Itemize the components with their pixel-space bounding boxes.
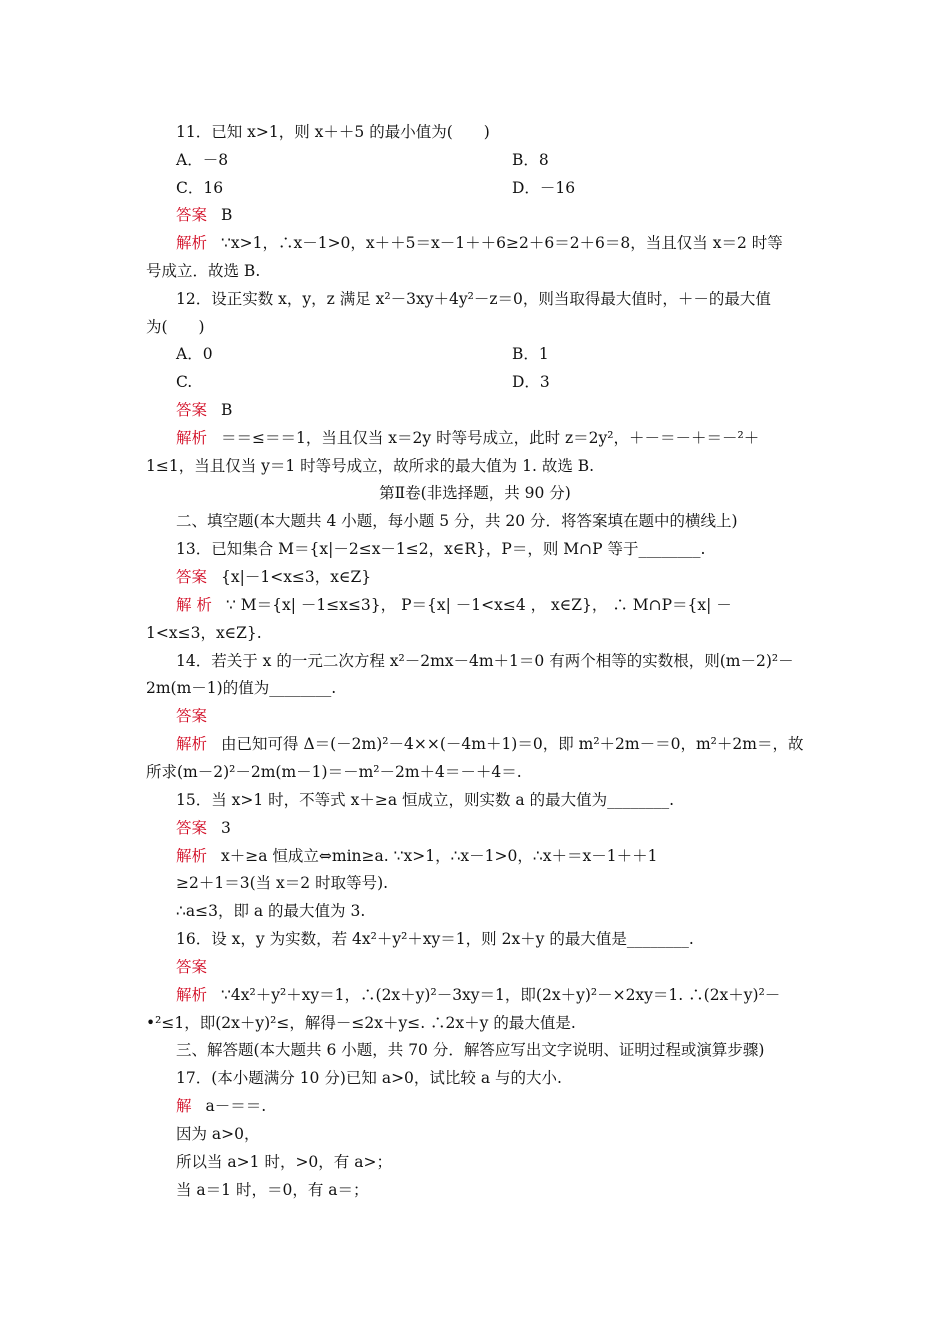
analysis-label: 解析 [176, 429, 208, 447]
analysis-label: 解 析 [176, 596, 212, 614]
answer-label: 答案 [176, 401, 208, 419]
answer-label: 答案 [176, 958, 208, 976]
analysis-text: ∵4x²＋y²＋xy＝1，∴(2x＋y)²－3xy＝1，即(2x＋y)²－×2xy＝1. ∴(2x＋y)²－ [221, 986, 781, 1004]
answer-label: 答案 [176, 707, 208, 725]
answer-line [176, 817, 231, 839]
question-15: 15．当 x>1 时，不等式 x＋≥a 恒成立，则实数 a 的最大值为________. [176, 791, 675, 809]
solution-text: a－＝＝. [205, 1097, 267, 1115]
analysis-line [176, 733, 803, 755]
solution-line [176, 1095, 266, 1117]
analysis-text: 由已知可得 Δ＝(－2m)²－4××(－4m＋1)＝0，即 m²＋2m－＝0，m²＋2m＝，故 [221, 735, 804, 753]
text-line: 所求(m－2)²－2m(m－1)＝－m²－2m＋4＝－＋4＝. [146, 763, 522, 781]
question-11: 11．已知 x>1，则 x＋＋5 的最小值为( ) [176, 123, 490, 141]
section-title: 三、解答题(本大题共 6 小题，共 70 分．解答应写出文字说明、证明过程或演算步骤) [176, 1041, 765, 1059]
text-line: 1<x≤3，x∈Z}. [146, 624, 262, 642]
text-line: 当 a＝1 时，＝0，有 a＝； [176, 1181, 369, 1199]
text-line: ≥2＋1＝3(当 x＝2 时取等号). [176, 874, 389, 892]
answer-line [176, 399, 232, 421]
section-heading: 第Ⅱ卷(非选择题，共 90 分) [379, 484, 571, 502]
option-c: C．16 [176, 179, 224, 197]
option-b: B．8 [512, 151, 549, 169]
solution-label: 解 [176, 1097, 192, 1115]
answer-text: B [221, 401, 233, 419]
question-13: 13．已知集合 M＝{x|－2≤x－1≤2，x∈R}，P＝，则 M∩P 等于________. [176, 540, 706, 558]
question-16: 16．设 x，y 为实数，若 4x²＋y²＋xy＝1，则 2x＋y 的最大值是________. [176, 930, 694, 948]
analysis-text: ＝＝≤＝＝1，当且仅当 x＝2y 时等号成立，此时 z＝2y²，＋－＝－＋＝－²＋ [221, 429, 760, 447]
answer-text: 3 [221, 819, 231, 837]
question-14: 14．若关于 x 的一元二次方程 x²－2mx－4m＋1＝0 有两个相等的实数根，则(m－2)²－ [176, 652, 794, 670]
option-d: D．－16 [512, 179, 576, 197]
text-line: 为( ) [146, 318, 205, 336]
answer-line [176, 705, 221, 727]
analysis-text: x＋≥a 恒成立⇔min≥a. ∵x>1，∴x－1>0，∴x＋＝x－1＋＋1 [221, 847, 658, 865]
option-b: B．1 [512, 345, 549, 363]
answer-text: B [221, 206, 233, 224]
text-line: 号成立．故选 B. [146, 262, 261, 280]
text-line: 1≤1，当且仅当 y＝1 时等号成立，故所求的最大值为 1. 故选 B. [146, 457, 595, 475]
analysis-label: 解析 [176, 847, 208, 865]
text-line: 所以当 a>1 时，>0，有 a>； [176, 1153, 392, 1171]
analysis-line [176, 594, 732, 616]
answer-label: 答案 [176, 206, 208, 224]
option-a: A．0 [176, 345, 213, 363]
option-a: A．－8 [176, 151, 229, 169]
analysis-text: ∵ M＝{x| －1≤x≤3}， P＝{x| －1<x≤4 ， x∈Z}， ∴ M∩P＝{x| － [225, 596, 732, 614]
text-line: •²≤1，即(2x＋y)²≤，解得－≤2x＋y≤. ∴2x＋y 的最大值是. [146, 1014, 576, 1032]
analysis-line [176, 232, 783, 254]
text-line: 2m(m－1)的值为________. [146, 679, 337, 697]
text-line: 因为 a>0， [176, 1125, 260, 1143]
analysis-label: 解析 [176, 234, 208, 252]
section-title: 二、填空题(本大题共 4 小题，每小题 5 分，共 20 分．将答案填在题中的横线上) [176, 512, 738, 530]
text-line: ∴a≤3，即 a 的最大值为 3. [176, 902, 366, 920]
option-c: C. [176, 373, 193, 391]
analysis-line [176, 984, 780, 1006]
analysis-label: 解析 [176, 735, 208, 753]
analysis-line [176, 845, 657, 867]
option-d: D．3 [512, 373, 550, 391]
answer-line [176, 956, 221, 978]
answer-label: 答案 [176, 568, 208, 586]
answer-line [176, 204, 232, 226]
answer-label: 答案 [176, 819, 208, 837]
analysis-line [176, 427, 759, 449]
analysis-text: ∵x>1，∴x－1>0，x＋＋5＝x－1＋＋6≥2＋6＝2＋6＝8，当且仅当 x＝2 时等 [221, 234, 783, 252]
question-12: 12．设正实数 x，y，z 满足 x²－3xy＋4y²－z＝0，则当取得最大值时，＋－的最大值 [176, 290, 771, 308]
answer-text: {x|－1<x≤3，x∈Z} [221, 568, 372, 586]
analysis-label: 解析 [176, 986, 208, 1004]
answer-line [176, 566, 371, 588]
question-17: 17．(本小题满分 10 分)已知 a>0，试比较 a 与的大小. [176, 1069, 562, 1087]
